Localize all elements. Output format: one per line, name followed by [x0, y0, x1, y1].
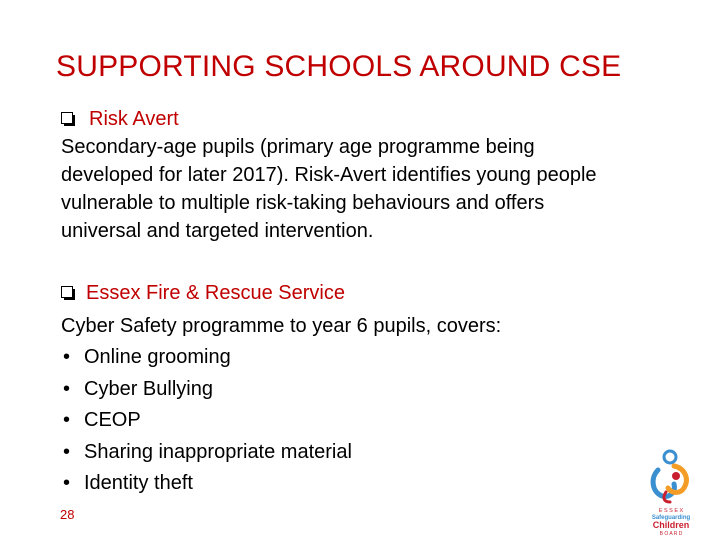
section-intro: Cyber Safety programme to year 6 pupils, covers: [61, 315, 502, 337]
list-item: • Identity theft [61, 468, 681, 500]
section-fire-rescue [61, 279, 681, 500]
list-item: • CEOP [61, 405, 681, 437]
bullet-icon: • [63, 377, 71, 400]
section-heading-text: Risk Avert [89, 108, 179, 130]
bullet-icon: • [63, 346, 71, 368]
section-heading [61, 279, 681, 307]
body-line: Secondary-age pupils (primary age programme being [61, 136, 535, 158]
list-item: • Sharing inappropriate material [61, 437, 681, 469]
bullet-icon: • [63, 472, 71, 494]
list-item: • Online grooming [61, 342, 681, 374]
checkbox-bullet-icon [61, 112, 76, 127]
logo-figure-icon [640, 448, 702, 538]
bullet-icon: • [63, 440, 71, 463]
logo-text-essex: E S S E X [658, 508, 684, 514]
body-line: developed for later 2017). Risk-Avert identifies young people [61, 164, 597, 186]
slide-title: SUPPORTING SCHOOLS AROUND CSE [56, 50, 622, 83]
section-risk-avert [61, 105, 681, 245]
safeguarding-board-logo [640, 448, 702, 538]
list-item: • Cyber Bullying [61, 374, 681, 406]
section-body [61, 133, 681, 245]
bullet-icon: • [63, 409, 71, 431]
checkbox-bullet-icon [61, 286, 76, 301]
section-heading-text: Essex Fire & Rescue Service [86, 282, 345, 304]
logo-text-children: Children [652, 520, 690, 530]
logo-text-safeguarding: Safeguarding [651, 515, 691, 521]
logo-text-board: B O A R D [659, 531, 683, 537]
section-heading [61, 105, 681, 133]
body-line: universal and targeted intervention. [61, 220, 374, 242]
body-line: vulnerable to multiple risk-taking behaviours and offers [61, 192, 545, 214]
page-number: 28 [60, 507, 75, 522]
bullet-list [61, 342, 681, 500]
